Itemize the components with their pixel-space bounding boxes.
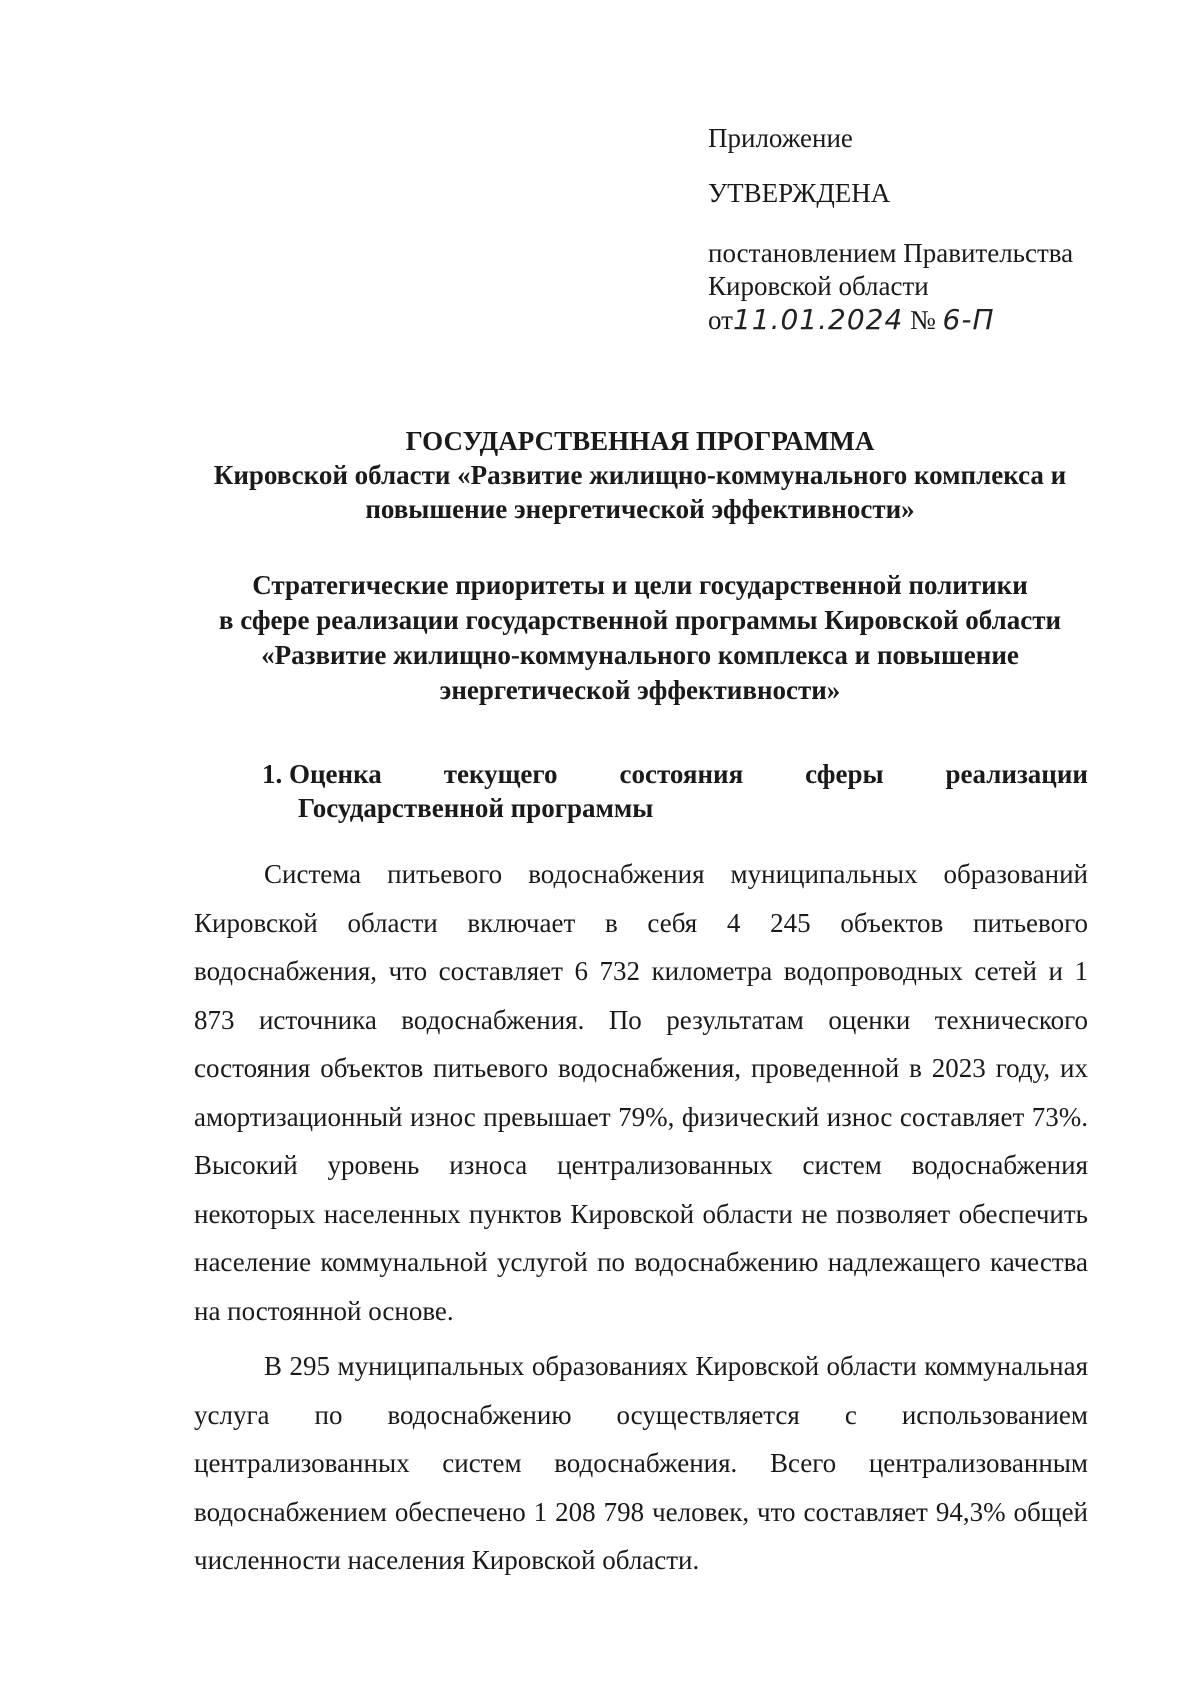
section-heading-row-1 <box>262 757 1088 791</box>
subtitle-line-2: в сфере реализации государственной программы Кировской области <box>218 605 1062 635</box>
section-body <box>194 850 1088 1585</box>
handwritten-number: 6-П <box>942 303 995 336</box>
subtitle-line-4: энергетической эффективности» <box>439 675 841 705</box>
title-line-1: ГОСУДАРСТВЕННАЯ ПРОГРАММА <box>405 426 875 456</box>
approval-block <box>708 122 1128 337</box>
section-word-5: реализации <box>945 759 1088 789</box>
resolution-date-line <box>708 303 1128 337</box>
approved-label: УТВЕРЖДЕНА <box>708 178 891 208</box>
section-1-heading <box>262 757 1088 825</box>
strategic-priorities-heading <box>190 568 1090 708</box>
appendix-label: Приложение <box>708 123 853 153</box>
body-paragraph-1: Система питьевого водоснабжения муниципальных образований Кировской области включает в себя 4 245 объектов питьевого водоснабжения, что составляет 6 732 километра водопроводных сетей и 1 873 источника водоснабжения. По результатам оценки технического состояния объектов питьевого водоснабжения, проведенной в 2023 году, их амортизационный износ превышает 79%, физический износ составляет 73%. Высокий уровень износа централизованных систем водоснабжения некоторых населенных пунктов Кировской области не позволяет обеспечить население коммунальной услугой по водоснабжению надлежащего качества на постоянной основе. <box>194 859 1088 1326</box>
section-word-1: Оценка <box>289 759 382 789</box>
subtitle-line-1: Стратегические приоритеты и цели государственной политики <box>252 570 1028 600</box>
program-title <box>190 424 1090 526</box>
title-line-2: Кировской области «Развитие жилищно-коммунального комплекса и <box>213 460 1067 490</box>
section-number: 1. <box>262 759 283 789</box>
title-line-3: повышение энергетической эффективности» <box>365 494 915 524</box>
number-prefix: № <box>910 305 936 335</box>
date-prefix: от <box>708 305 733 335</box>
section-word-3: состояния <box>619 759 744 789</box>
resolution-line-2: Кировской области <box>708 271 929 301</box>
section-heading-row-2: Государственной программы <box>298 793 654 823</box>
resolution-line-1: постановлением Правительства <box>708 238 1074 268</box>
body-paragraph-2: В 295 муниципальных образованиях Кировской области коммунальная услуга по водоснабжению осуществляется с использованием централизованных систем водоснабжения. Всего централизованным водоснабжением обеспечено 1 208 798 человек, что составляет 94,3% общей численности населения Кировской области. <box>194 1351 1088 1575</box>
section-word-4: сферы <box>805 759 884 789</box>
section-number-word <box>262 757 382 791</box>
handwritten-date: 11.01.2024 <box>732 303 904 336</box>
section-word-2: текущего <box>443 759 558 789</box>
subtitle-line-3: «Развитие жилищно-коммунального комплекса и повышение <box>261 640 1019 670</box>
